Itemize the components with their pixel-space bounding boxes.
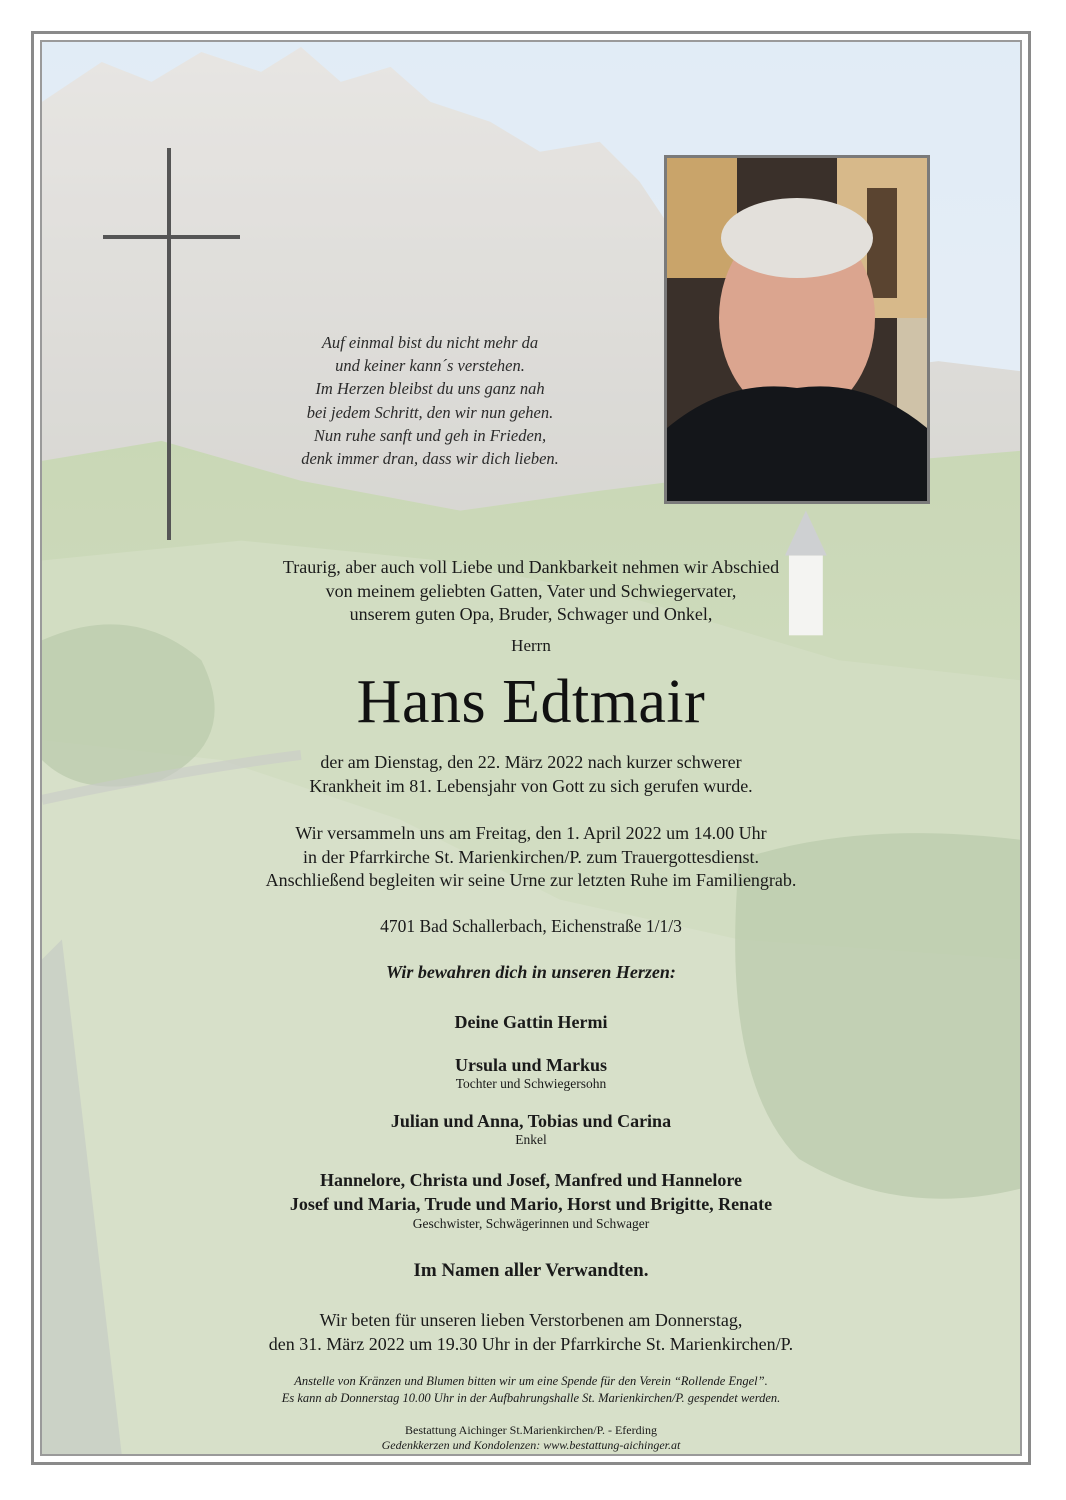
poem-line: denk immer dran, dass wir dich lieben. [301, 449, 559, 469]
intro-line: Traurig, aber auch voll Liebe und Dankbarkeit nehmen wir Abschied [282, 557, 780, 577]
donation-note-line: Anstelle von Kränzen und Blumen bitten wir um eine Spende für den Verein “Rollende Engel”. [294, 1374, 768, 1388]
family-names: Hannelore, Christa und Josef, Manfred und Hannelore [319, 1170, 743, 1190]
prayer-line: Wir beten für unseren lieben Verstorbenen am Donnerstag, [319, 1310, 743, 1330]
poem-line: Im Herzen bleibst du uns ganz nah [315, 379, 545, 399]
portrait-photo [664, 155, 930, 504]
family-names: Julian und Anna, Tobias und Carina [390, 1111, 672, 1131]
family-relation: Tochter und Schwiegersohn [455, 1076, 607, 1091]
cross-icon [167, 148, 171, 540]
address: 4701 Bad Schallerbach, Eichenstraße 1/1/3 [380, 916, 682, 936]
motto: Wir bewahren dich in unseren Herzen: [386, 962, 676, 982]
funeral-home [40, 1423, 1022, 1453]
service-line: Wir versammeln uns am Freitag, den 1. April 2022 um 14.00 Uhr [295, 823, 767, 843]
poem-line: und keiner kann´s verstehen. [335, 356, 525, 376]
intro-text [40, 556, 1022, 627]
salutation: Herrn [511, 636, 551, 655]
service-line: Anschließend begleiten wir seine Urne zur letzten Ruhe im Familiengrab. [265, 870, 797, 890]
family-group [40, 1055, 1022, 1092]
portrait-image [667, 158, 927, 501]
prayer-info [40, 1309, 1022, 1356]
intro-line: unserem guten Opa, Bruder, Schwager und Onkel, [349, 604, 713, 624]
family-names: Josef und Maria, Trude und Mario, Horst und Brigitte, Renate [289, 1194, 773, 1214]
service-info [40, 822, 1022, 893]
family-relation: Enkel [515, 1132, 547, 1147]
poem-line: Nun ruhe sanft und geh in Frieden, [313, 425, 547, 445]
intro-line: von meinem geliebten Gatten, Vater und Schwiegervater, [325, 580, 737, 601]
family-names: Deine Gattin Hermi [454, 1012, 608, 1032]
family-group [40, 1012, 1022, 1033]
family-group [40, 1168, 1022, 1232]
death-notice-line: der am Dienstag, den 22. März 2022 nach kurzer schwerer [320, 752, 742, 772]
condolences-link[interactable]: Gedenkkerzen und Kondolenzen: www.bestattung-aichinger.at [381, 1438, 681, 1452]
cross-icon-bar [103, 235, 240, 239]
family-relation: Geschwister, Schwägerinnen und Schwager [412, 1216, 650, 1231]
poem-line: bei jedem Schritt, den wir nun gehen. [306, 402, 554, 422]
deceased-name: Hans Edtmair [356, 668, 706, 736]
death-notice [40, 751, 1022, 798]
service-line: in der Pfarrkirche St. Marienkirchen/P. zum Trauergottesdienst. [302, 846, 760, 867]
donation-note-line: Es kann ab Donnerstag 10.00 Uhr in der Aufbahrungshalle St. Marienkirchen/P. gespendet werden. [281, 1390, 781, 1405]
death-notice-line: Krankheit im 81. Lebensjahr von Gott zu sich gerufen wurde. [309, 775, 753, 796]
funeral-home-name: Bestattung Aichinger St.Marienkirchen/P. - Eferding [405, 1423, 657, 1437]
family-names: Ursula und Markus [454, 1055, 608, 1075]
closing-line: Im Namen aller Verwandten. [413, 1260, 649, 1281]
poem-line: Auf einmal bist du nicht mehr da [321, 333, 539, 352]
poem [230, 331, 630, 470]
donation-note [40, 1373, 1022, 1406]
prayer-line: den 31. März 2022 um 19.30 Uhr in der Pfarrkirche St. Marienkirchen/P. [268, 1333, 794, 1354]
family-group [40, 1111, 1022, 1148]
